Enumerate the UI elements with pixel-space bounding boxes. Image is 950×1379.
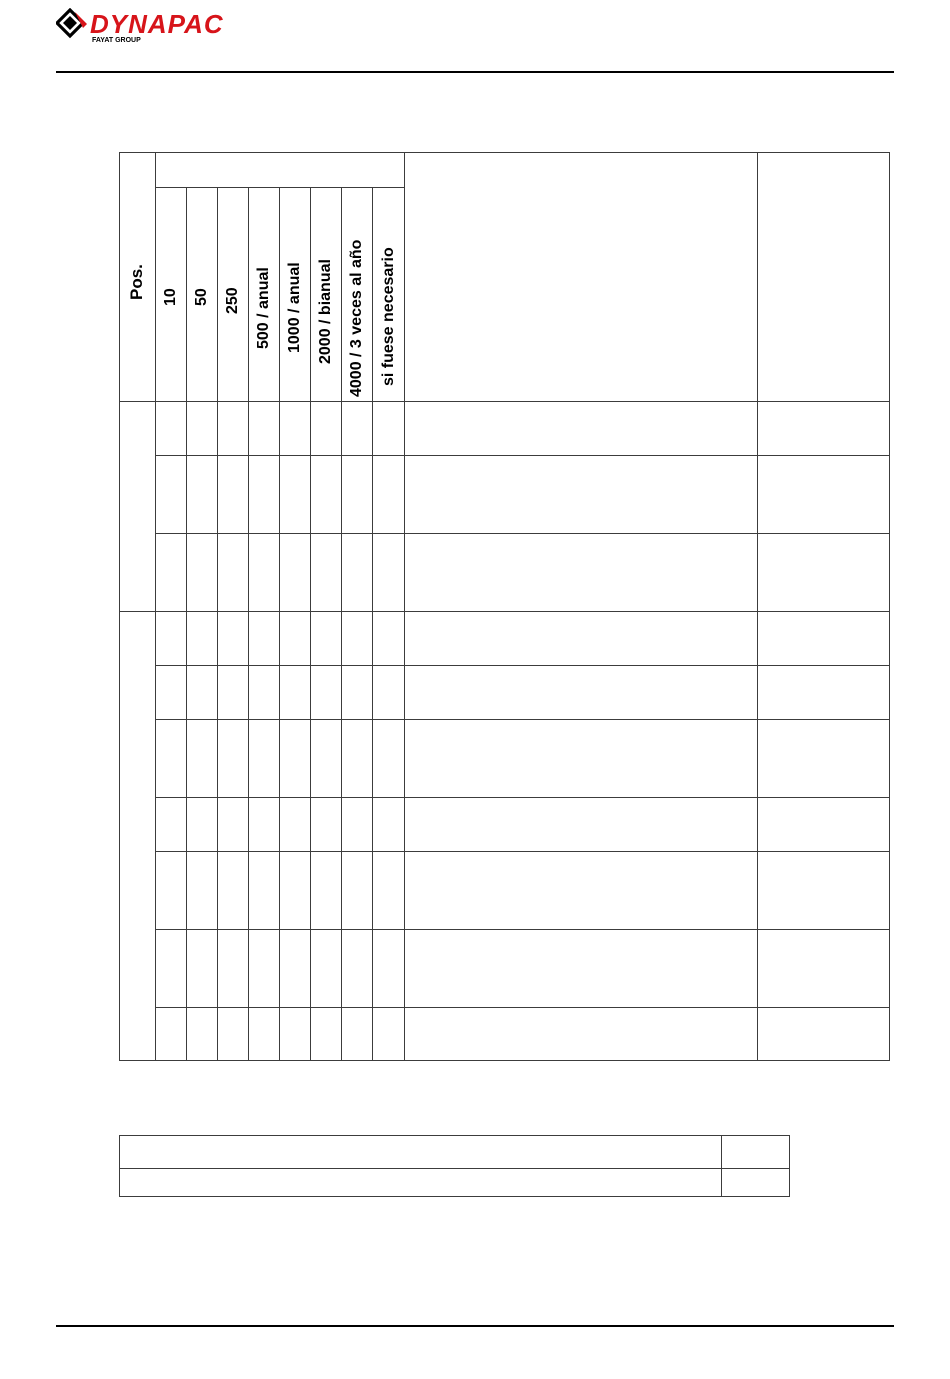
interval-header-10: 10 [162,288,179,306]
interval-header-250: 250 [224,287,241,314]
brand-tagline: FAYAT GROUP [92,37,141,44]
brand-name: DYNAPAC [90,9,224,39]
dynapac-logo-graphic [56,8,316,44]
header-rule [56,71,894,73]
interval-header-500: 500 / anual [255,267,272,349]
interval-header-2000: 2000 / bianual [317,259,334,364]
interval-header-4000: 4000 / 3 veces al año [348,239,365,397]
dynapac-logo [56,8,316,44]
interval-header-as-needed: si fuese necesario [380,247,397,386]
diamond-emblem-icon [57,10,87,36]
footer-rule [56,1325,894,1327]
pos-column-header: Pos. [127,264,146,300]
summary-table-border [120,1136,790,1197]
interval-header-1000: 1000 / anual [286,262,303,353]
interval-header-50: 50 [193,288,210,306]
